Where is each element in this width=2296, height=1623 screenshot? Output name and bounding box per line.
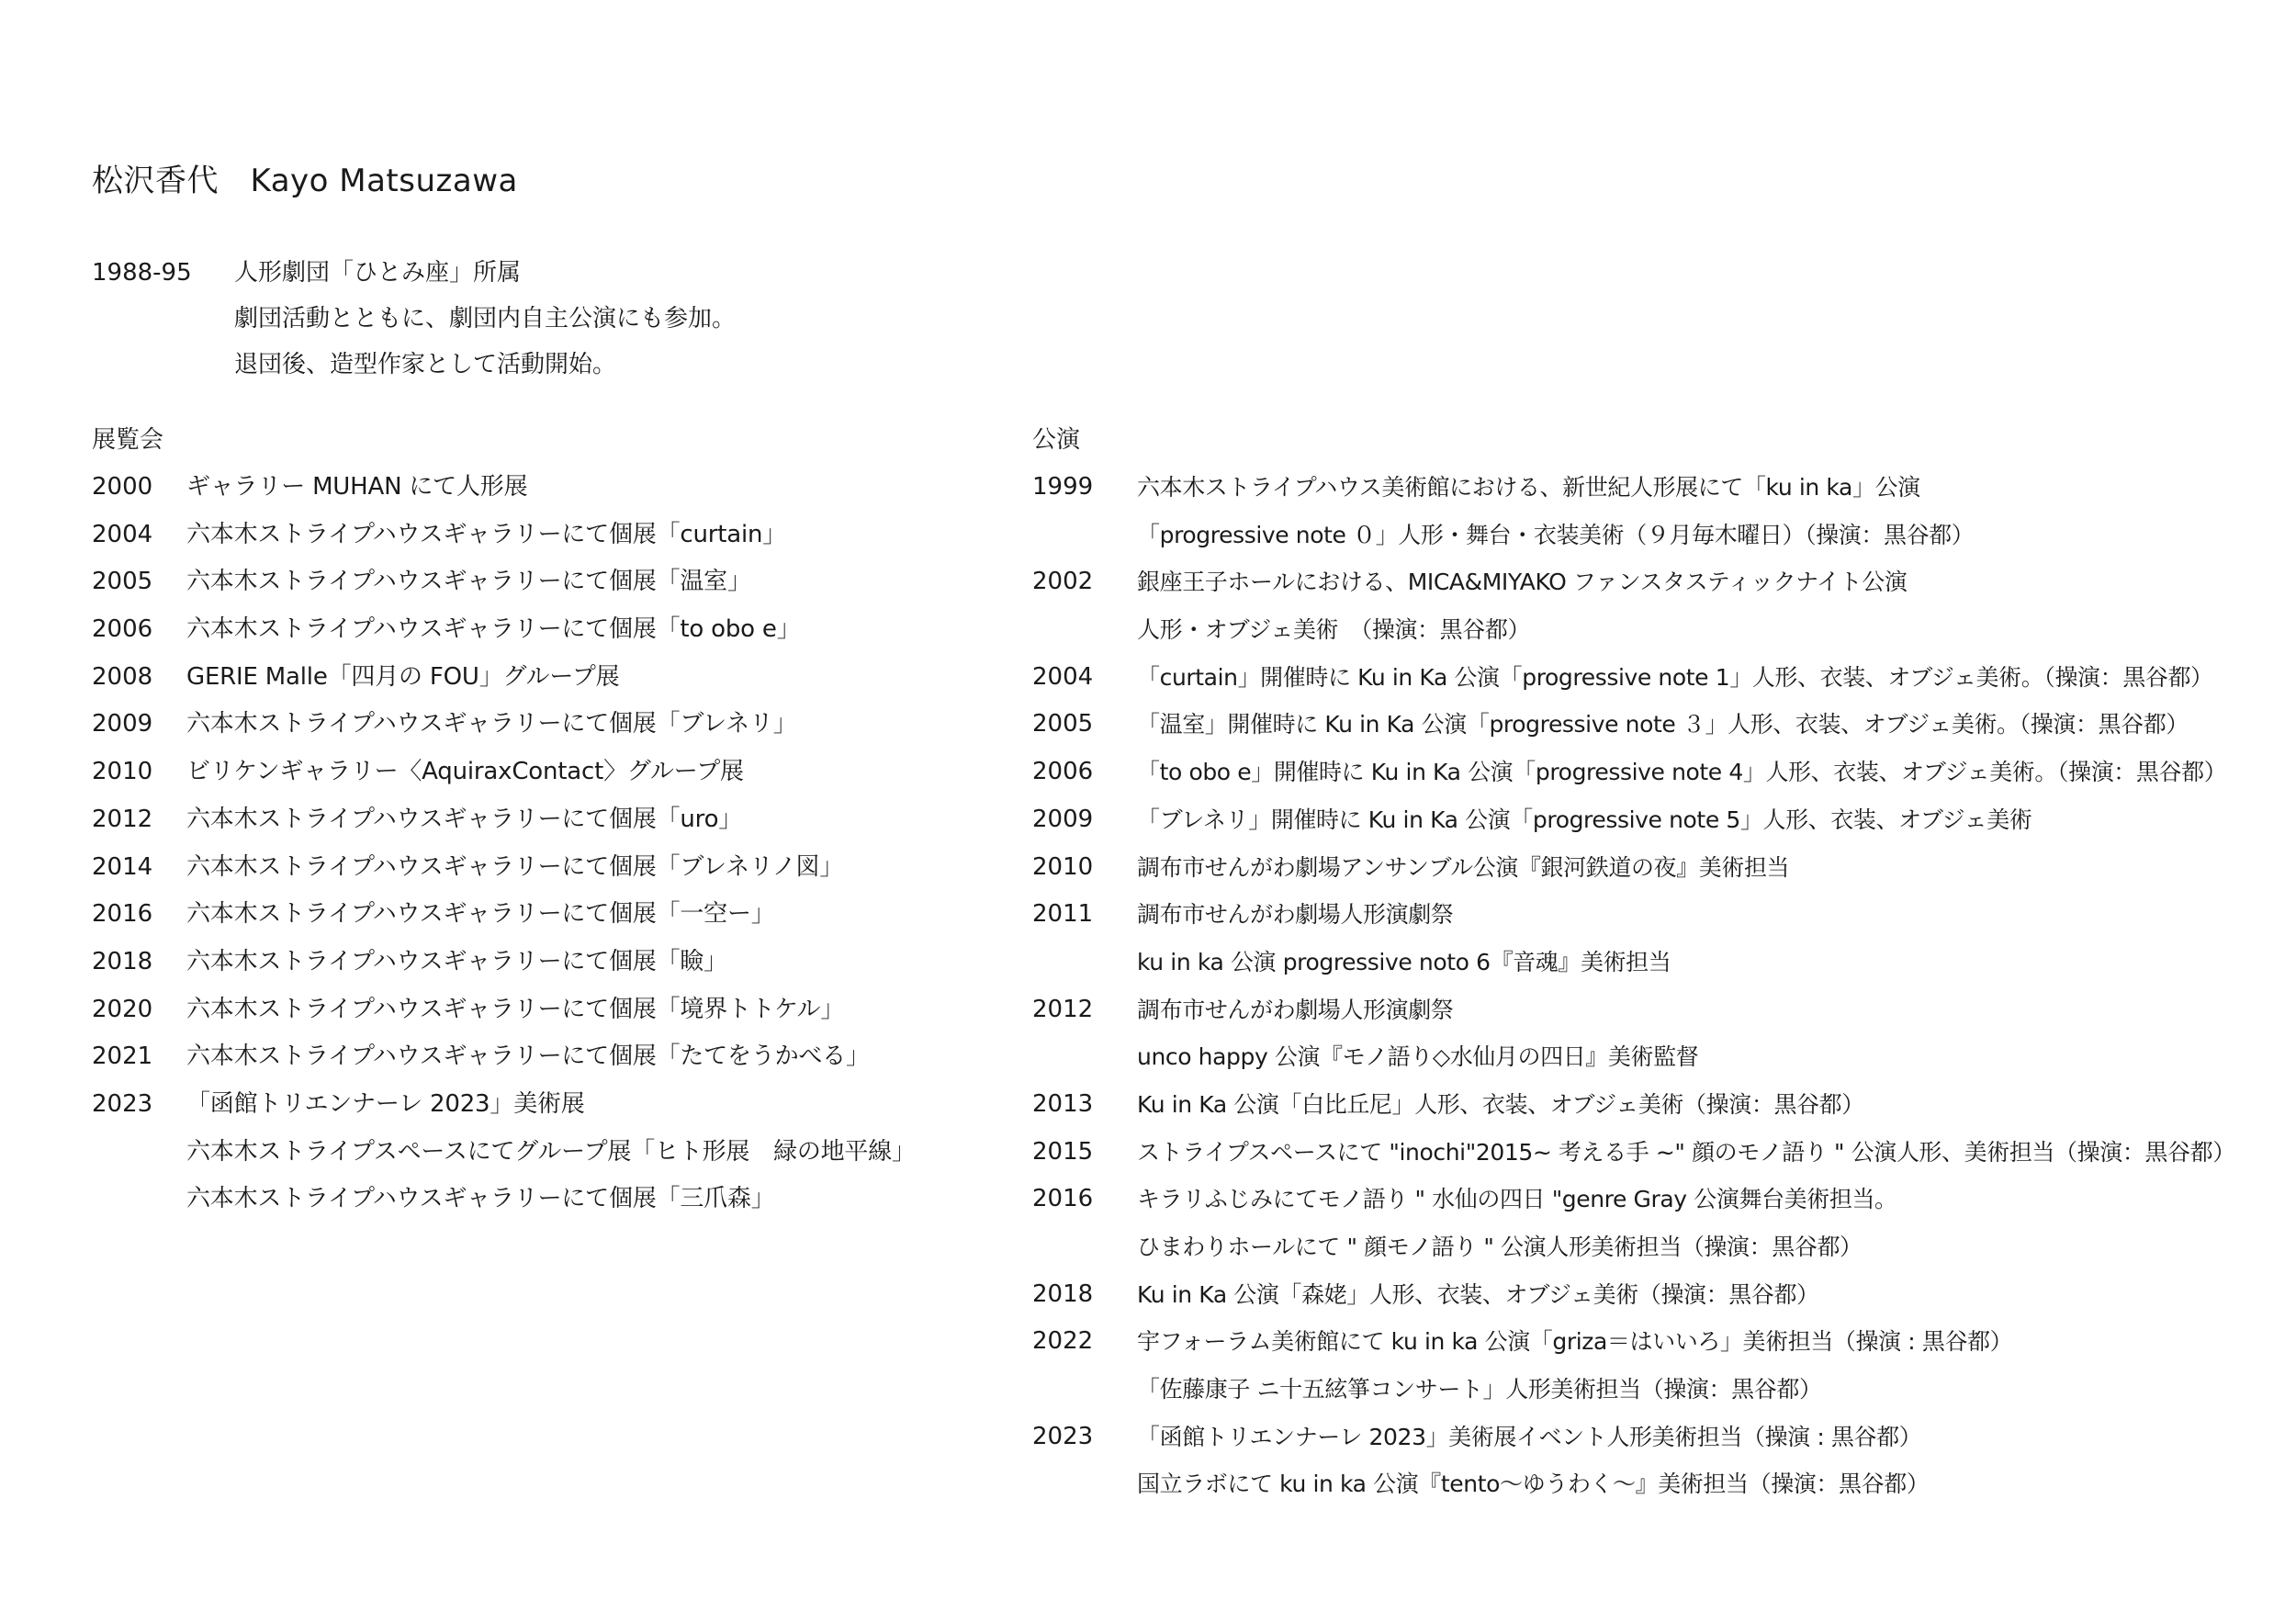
entry-description: 「to obo e」開催時に Ku in Ka 公演「progressive note 4」人形、衣装、オブジェ美術。（操演：黒谷都）	[1137, 759, 2227, 786]
entry-description: 六本木ストライプハウスギャラリーにて個展「ブレネリノ図」	[186, 852, 844, 881]
year-label	[1032, 1366, 1137, 1414]
year-label	[1032, 606, 1137, 654]
entry-description: unco happy 公演『モノ語り◇水仙月の四日』美術監督	[1137, 1043, 1699, 1071]
exhibition-row	[92, 986, 1010, 1034]
year-label: 2018	[92, 947, 153, 975]
performance-row	[1032, 1318, 2281, 1366]
exhibitions-section	[92, 416, 1010, 1223]
entry-description: GERIE Malle「四月の FOU」グループ展	[186, 662, 620, 691]
entry-description: 「函館トリエンナーレ 2023」美術展イベント人形美術担当（操演 : 黒谷都）	[1137, 1423, 1922, 1450]
exhibition-row	[92, 1033, 1010, 1081]
year-label: 2022	[1032, 1327, 1094, 1356]
performance-row	[1032, 1129, 2281, 1177]
exhibition-row	[92, 749, 1010, 796]
performances-list	[1032, 464, 2281, 1508]
entry-description: 六本木ストライプハウス美術館における、新世紀人形展にて「ku in ka」公演	[1137, 474, 1920, 501]
year-label: 2016	[92, 900, 153, 929]
entry-description: ku in ka 公演 progressive noto 6『音魂』美術担当	[1137, 948, 1671, 975]
entry-description: 六本木ストライプハウスギャラリーにて個展「curtain」	[186, 520, 787, 548]
entry-description: 「progressive note ０」人形・舞台・衣装美術（９月毎木曜日）（操演：黒谷都）	[1137, 521, 1975, 548]
entry-description: ストライプスペースにて "inochi"2015~ 考える手 ~" 顔のモノ語り " 公演人形、美術担当（操演：黒谷都）	[1137, 1138, 2235, 1166]
exhibition-row	[92, 464, 1010, 512]
entry-description: Ku in Ka 公演「森姥」人形、衣装、オブジェ美術（操演：黒谷都）	[1137, 1280, 1819, 1308]
exhibition-row	[92, 1176, 1010, 1223]
entry-description: 六本木ストライプハウスギャラリーにて個展「uro」	[186, 805, 743, 833]
exhibition-row	[92, 701, 1010, 749]
performance-row	[1032, 606, 2281, 654]
entry-description: Ku in Ka 公演「白比丘尼」人形、衣装、オブジェ美術（操演：黒谷都）	[1137, 1090, 1864, 1118]
bio-year	[92, 296, 234, 342]
exhibition-row	[92, 512, 1010, 559]
performance-row	[1032, 796, 2281, 844]
year-label: 2015	[1032, 1137, 1094, 1166]
exhibitions-list	[92, 464, 1010, 1223]
exhibition-row	[92, 1081, 1010, 1129]
performance-row	[1032, 558, 2281, 606]
performance-row	[1032, 749, 2281, 796]
entry-description: 六本木ストライプハウスギャラリーにて個展「たてをうかべる」	[186, 1043, 870, 1071]
year-label	[1032, 1223, 1137, 1271]
entry-description: 「ブレネリ」開催時に Ku in Ka 公演「progressive note 5」人形、衣装、オブジェ美術	[1137, 806, 2032, 833]
entry-description: 調布市せんがわ劇場アンサンブル公演『銀河鉄道の夜』美術担当	[1137, 853, 1790, 881]
entry-description: ひまわりホールにて " 顔モノ語り " 公演人形美術担当（操演：黒谷都）	[1137, 1234, 1863, 1260]
entry-description: 「温室」開催時に Ku in Ka 公演「progressive note ３」人形、衣装、オブジェ美術。（操演：黒谷都）	[1137, 711, 2189, 738]
year-label: 2009	[1032, 805, 1094, 833]
year-label: 2005	[92, 568, 153, 596]
bio-row	[92, 250, 1010, 296]
year-label: 2002	[1032, 568, 1094, 596]
year-label: 2021	[92, 1043, 153, 1071]
performance-row	[1032, 939, 2281, 986]
exhibition-row	[92, 1129, 1010, 1177]
year-label	[1032, 512, 1137, 559]
entry-description: 六本木ストライプスペースにてグループ展「ヒト形展 緑の地平線」	[186, 1137, 916, 1166]
year-label: 2011	[1032, 900, 1094, 929]
exhibition-row	[92, 796, 1010, 844]
entry-description: 六本木ストライプハウスギャラリーにて個展「三爪森」	[186, 1185, 775, 1213]
bio-row	[92, 342, 1010, 388]
entry-description: 「佐藤康子 ニ十五絃箏コンサート」人形美術担当（操演：黒谷都）	[1137, 1376, 1822, 1403]
year-label: 2012	[1032, 995, 1094, 1023]
year-label: 2006	[1032, 758, 1094, 786]
entry-description: 宇フォーラム美術館にて ku in ka 公演「griza＝はいいろ」美術担当（操演 : 黒谷都）	[1137, 1328, 2013, 1356]
year-label: 2013	[1032, 1089, 1094, 1118]
performance-row	[1032, 464, 2281, 512]
performance-row	[1032, 1271, 2281, 1319]
biography	[92, 250, 1010, 388]
year-label: 2018	[1032, 1279, 1094, 1308]
exhibition-row	[92, 654, 1010, 702]
year-label: 1999	[1032, 473, 1094, 501]
entry-description: キラリふじみにてモノ語り " 水仙の四日 "genre Gray 公演舞台美術担当。	[1137, 1186, 1897, 1213]
year-label: 2023	[92, 1089, 153, 1118]
year-label	[92, 1176, 186, 1223]
entry-description: 調布市せんがわ劇場人形演劇祭	[1137, 901, 1454, 929]
bio-year: 1988-95	[92, 259, 192, 287]
year-label: 2006	[92, 615, 153, 644]
year-label	[1032, 939, 1137, 986]
entry-description: 調布市せんがわ劇場人形演劇祭	[1137, 996, 1454, 1023]
entry-description: 六本木ストライプハウスギャラリーにて個展「瞼」	[186, 947, 727, 975]
performances-heading: 公演	[1032, 426, 1081, 454]
exhibition-row	[92, 844, 1010, 892]
year-label: 2010	[1032, 852, 1094, 881]
performance-row	[1032, 1176, 2281, 1223]
year-label: 2008	[92, 662, 153, 691]
year-label: 2009	[92, 710, 153, 738]
performance-row	[1032, 1081, 2281, 1129]
exhibition-row	[92, 606, 1010, 654]
performance-row	[1032, 701, 2281, 749]
performance-row	[1032, 986, 2281, 1034]
entry-description: 六本木ストライプハウスギャラリーにて個展「to obo e」	[186, 615, 801, 644]
performance-row	[1032, 1460, 2281, 1508]
year-label	[92, 1129, 186, 1177]
entry-description: 六本木ストライプハウスギャラリーにて個展「ブレネリ」	[186, 710, 797, 738]
performance-row	[1032, 512, 2281, 559]
entry-description: 「curtain」開催時に Ku in Ka 公演「progressive note 1」人形、衣装、オブジェ美術。（操演：黒谷都）	[1137, 663, 2213, 691]
entry-description: 国立ラボにて ku in ka 公演『tento〜ゆうわく〜』美術担当（操演：黒谷都）	[1137, 1471, 1930, 1498]
entry-description: ビリケンギャラリー〈AquiraxContact〉グループ展	[186, 758, 744, 786]
performance-row	[1032, 891, 2281, 939]
performance-row	[1032, 654, 2281, 702]
performance-row	[1032, 1223, 2281, 1271]
year-label: 2005	[1032, 710, 1094, 738]
year-label: 2016	[1032, 1185, 1094, 1213]
performance-row	[1032, 1414, 2281, 1461]
exhibitions-heading: 展覧会	[92, 426, 164, 454]
year-label: 2014	[92, 852, 153, 881]
year-label: 2010	[92, 758, 153, 786]
exhibition-row	[92, 939, 1010, 986]
entry-description: 六本木ストライプハウスギャラリーにて個展「境界トトケル」	[186, 995, 845, 1023]
year-label: 2004	[92, 520, 153, 548]
entry-description: 六本木ストライプハウスギャラリーにて個展「温室」	[186, 568, 751, 596]
bio-row	[92, 296, 1010, 342]
bio-year	[92, 342, 234, 388]
year-label: 2012	[92, 805, 153, 833]
artist-name: 松沢香代 Kayo Matsuzawa	[92, 163, 518, 199]
year-label	[1032, 1460, 1137, 1508]
performance-row	[1032, 1033, 2281, 1081]
performance-row	[1032, 844, 2281, 892]
year-label: 2023	[1032, 1422, 1094, 1450]
performances-section	[1032, 416, 2281, 1508]
entry-description: 人形・オブジェ美術 （操演：黒谷都）	[1137, 616, 1531, 644]
year-label	[1032, 1033, 1137, 1081]
exhibition-row	[92, 891, 1010, 939]
year-label: 2020	[92, 995, 153, 1023]
year-label: 2004	[1032, 662, 1094, 691]
year-label: 2000	[92, 473, 153, 501]
bio-text: 退団後、造型作家として活動開始。	[234, 351, 617, 378]
bio-text: 劇団活動とともに、劇団内自主公演にも参加。	[234, 305, 737, 332]
bio-text: 人形劇団「ひとみ座」所属	[234, 259, 522, 287]
entry-description: 「函館トリエンナーレ 2023」美術展	[186, 1089, 585, 1118]
entry-description: 六本木ストライプハウスギャラリーにて個展「一空ー」	[186, 900, 775, 929]
performance-row	[1032, 1366, 2281, 1414]
entry-description: ギャラリー MUHAN にて人形展	[186, 473, 528, 501]
exhibition-row	[92, 558, 1010, 606]
entry-description: 銀座王子ホールにおける、MICA&MIYAKO ファンスタスティックナイト公演	[1137, 569, 1908, 596]
